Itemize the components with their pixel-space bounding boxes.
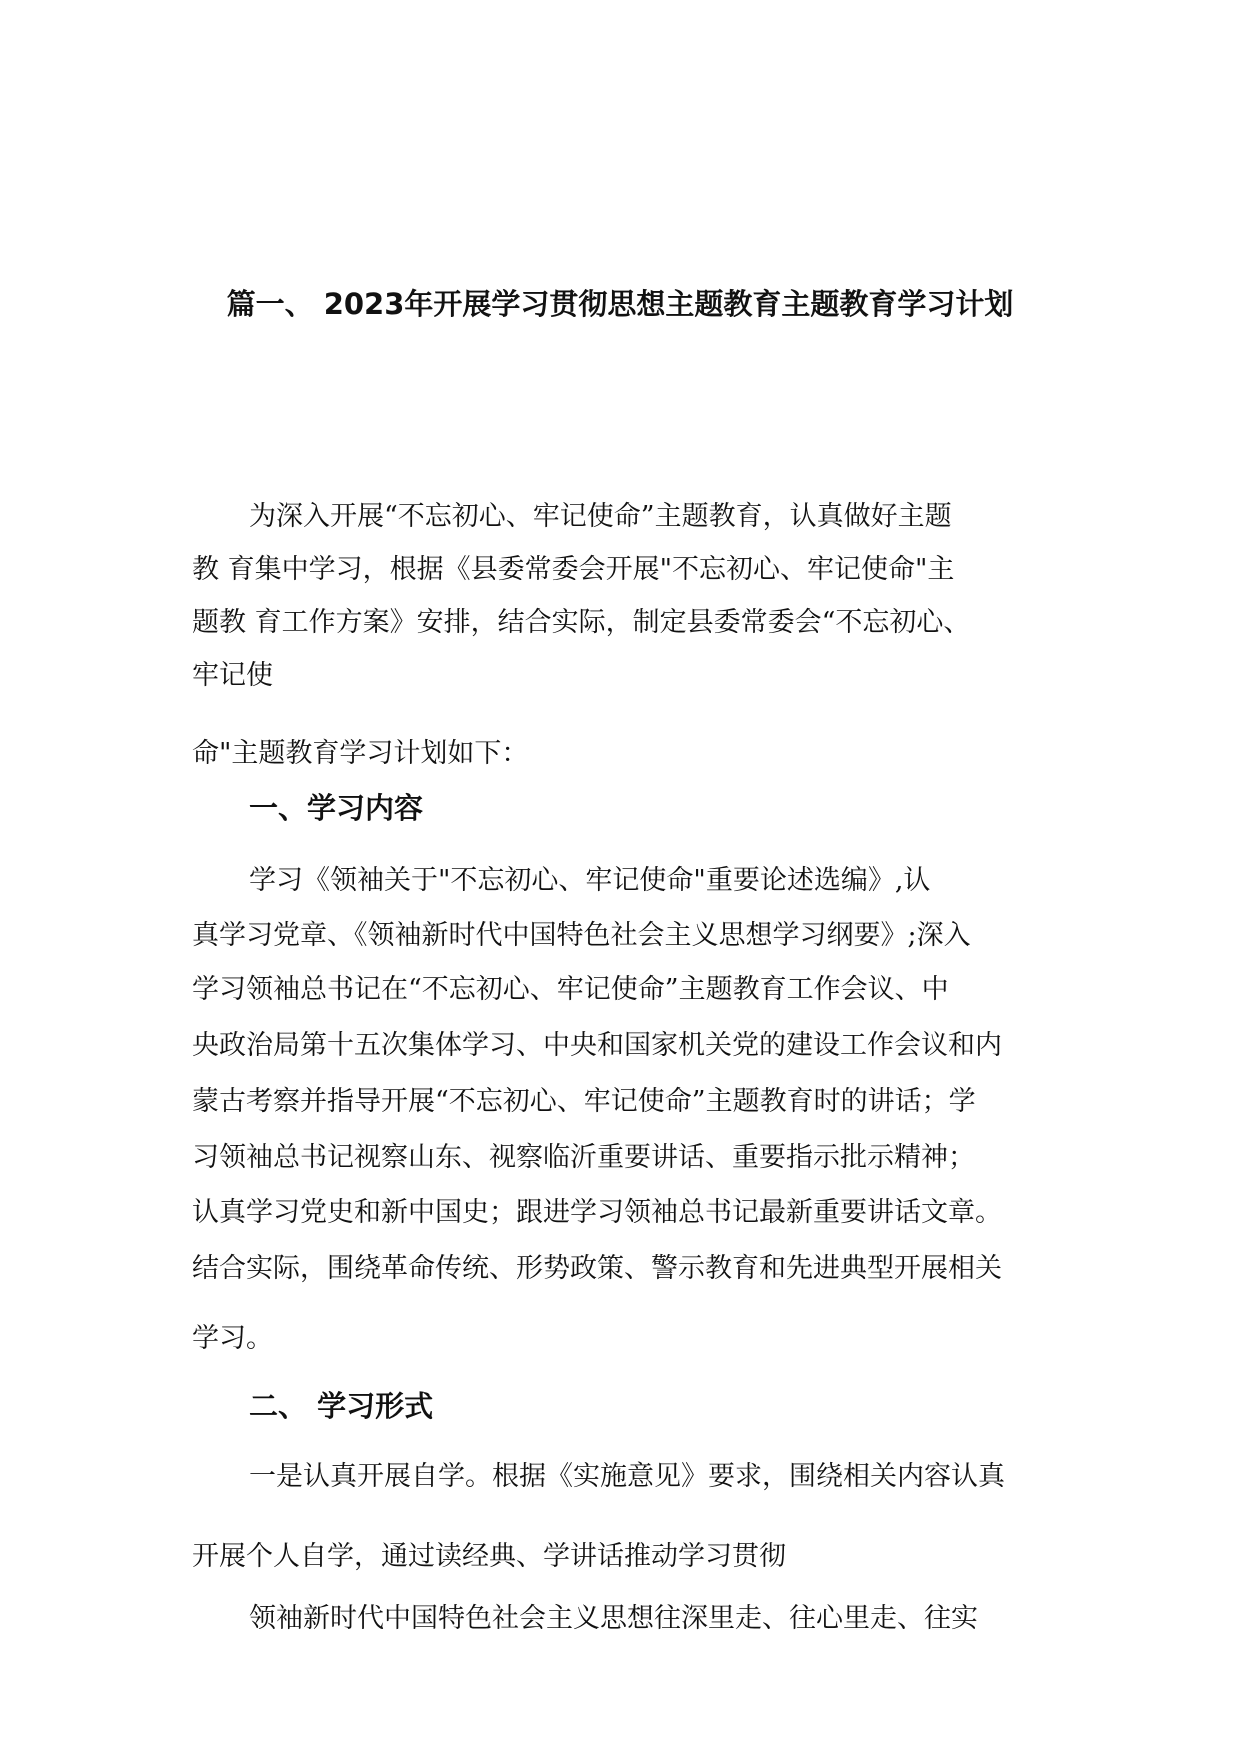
intro-line-3: 题教 育工作方案》安排，结合实际，制定县委常委会“不忘初心、 [192,607,971,638]
section-heading-content: 一、学习内容 [249,791,424,825]
section1-line-4: 央政治局第十五次集体学习、中央和国家机关党的建设工作会议和内 [192,1030,1002,1061]
intro-line-1: 为深入开展“不忘初心、牢记使命”主题教育，认真做好主题 [249,501,952,532]
section1-line-5: 蒙古考察并指导开展“不忘初心、牢记使命”主题教育时的讲话；学 [192,1086,976,1117]
section1-line-1: 学习《领袖关于"不忘初心、牢记使命"重要论述选编》,认 [249,865,931,896]
document-title: 篇一、 2023年开展学习贯彻思想主题教育主题教育学习计划 [226,287,1014,321]
intro-line-2: 教 育集中学习，根据《县委常委会开展"不忘初心、牢记使命"主 [192,554,955,585]
section1-line-7: 认真学习党史和新中国史；跟进学习领袖总书记最新重要讲话文章。 [192,1197,1002,1228]
section1-line-6: 习领袖总书记视察山东、视察临沂重要讲话、重要指示批示精神； [192,1142,975,1173]
section-heading-form: 二、 学习形式 [249,1389,434,1423]
section1-line-8: 结合实际，围绕革命传统、形势政策、警示教育和先进典型开展相关 [192,1253,1002,1284]
intro-line-5: 命"主题教育学习计划如下： [192,738,529,769]
section1-line-9: 学习。 [192,1323,273,1354]
intro-line-4: 牢记使 [192,660,273,691]
section2-line-3: 领袖新时代中国特色社会主义思想往深里走、往心里走、往实 [249,1603,978,1634]
section2-line-2: 开展个人自学，通过读经典、学讲话推动学习贯彻 [192,1541,786,1572]
section1-line-2: 真学习党章、《领袖新时代中国特色社会主义思想学习纲要》;深入 [192,920,971,951]
section2-line-1: 一是认真开展自学。根据《实施意见》要求，围绕相关内容认真 [249,1461,1005,1492]
section1-line-3: 学习领袖总书记在“不忘初心、牢记使命”主题教育工作会议、中 [192,974,949,1005]
